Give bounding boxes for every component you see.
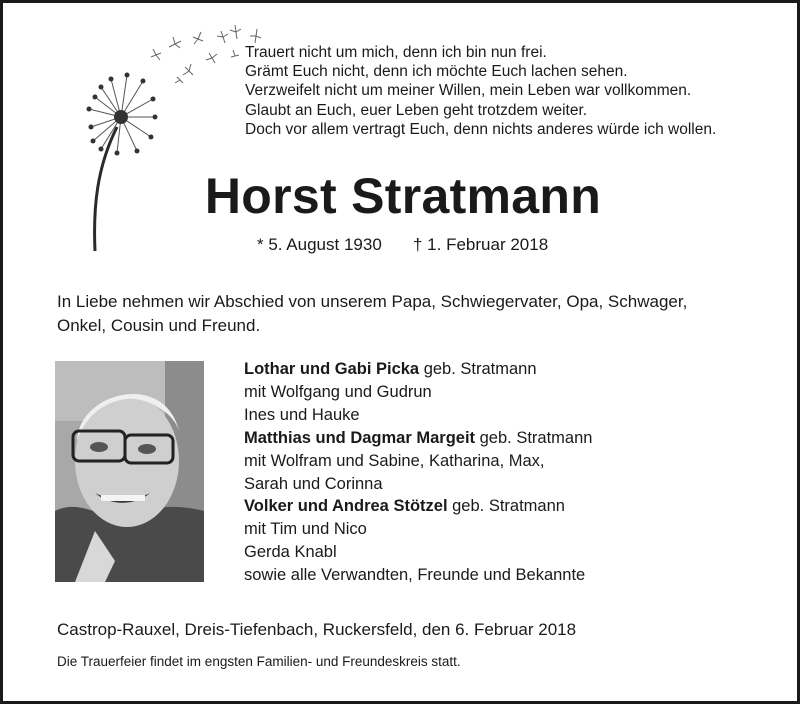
family-line	[244, 358, 592, 381]
poem-line: Grämt Euch nicht, denn ich möchte Euch lachen sehen.	[245, 63, 628, 81]
family-text: mit Wolfgang und Gudrun	[244, 382, 432, 401]
family-name: Volker und Andrea Stötzel	[244, 497, 448, 516]
death-date: † 1. Februar 2018	[413, 235, 549, 254]
funeral-note: Die Trauerfeier findet im engsten Familien- und Freundeskreis statt.	[57, 654, 461, 669]
place-and-date: Castrop-Rauxel, Dreis-Tiefenbach, Ruckersfeld, den 6. Februar 2018	[57, 620, 577, 639]
poem-line: Trauert nicht um mich, denn ich bin nun frei.	[245, 44, 547, 61]
family-line	[244, 473, 592, 496]
family-text: geb. Stratmann	[447, 497, 565, 516]
farewell-intro	[57, 290, 687, 338]
family-text: sowie alle Verwandten, Freunde und Bekannte	[244, 566, 586, 585]
family-line	[244, 450, 592, 473]
family-text: geb. Stratmann	[419, 360, 537, 378]
family-line	[244, 518, 592, 541]
poem-line: Verzweifelt nicht um meiner Willen, mein Leben war vollkommen.	[245, 82, 692, 100]
family-line	[244, 541, 592, 564]
intro-line: In Liebe nehmen wir Abschied von unserem Papa, Schwiegervater, Opa, Schwager,	[57, 292, 688, 311]
family-text: Gerda Knabl	[244, 543, 337, 562]
family-text: mit Tim und Nico	[244, 520, 367, 539]
birth-date: * 5. August 1930	[257, 235, 382, 254]
portrait-photo	[55, 361, 204, 582]
family-line	[244, 495, 592, 518]
family-text: mit Wolfram und Sabine, Katharina, Max,	[244, 451, 545, 470]
family-line	[244, 427, 592, 450]
family-line	[244, 404, 592, 427]
family-text: Sarah und Corinna	[244, 474, 383, 493]
family-name: Matthias und Dagmar Margeit	[244, 428, 476, 447]
family-text: geb. Stratmann	[475, 428, 593, 447]
intro-line: Onkel, Cousin und Freund.	[57, 316, 261, 335]
family-name: Lothar und Gabi Picka	[244, 360, 420, 378]
poem-line: Doch vor allem vertragt Euch, denn nichts anderes würde ich wollen.	[245, 120, 717, 138]
family-text: Ines und Hauke	[244, 405, 360, 424]
deceased-name: Horst Stratmann	[204, 168, 602, 224]
family-line	[244, 564, 592, 587]
family-list	[244, 358, 592, 587]
family-line	[244, 381, 592, 404]
poem-line: Glaubt an Euch, euer Leben geht trotzdem weiter.	[245, 101, 588, 119]
poem	[245, 43, 716, 139]
portrait-image	[55, 361, 204, 582]
